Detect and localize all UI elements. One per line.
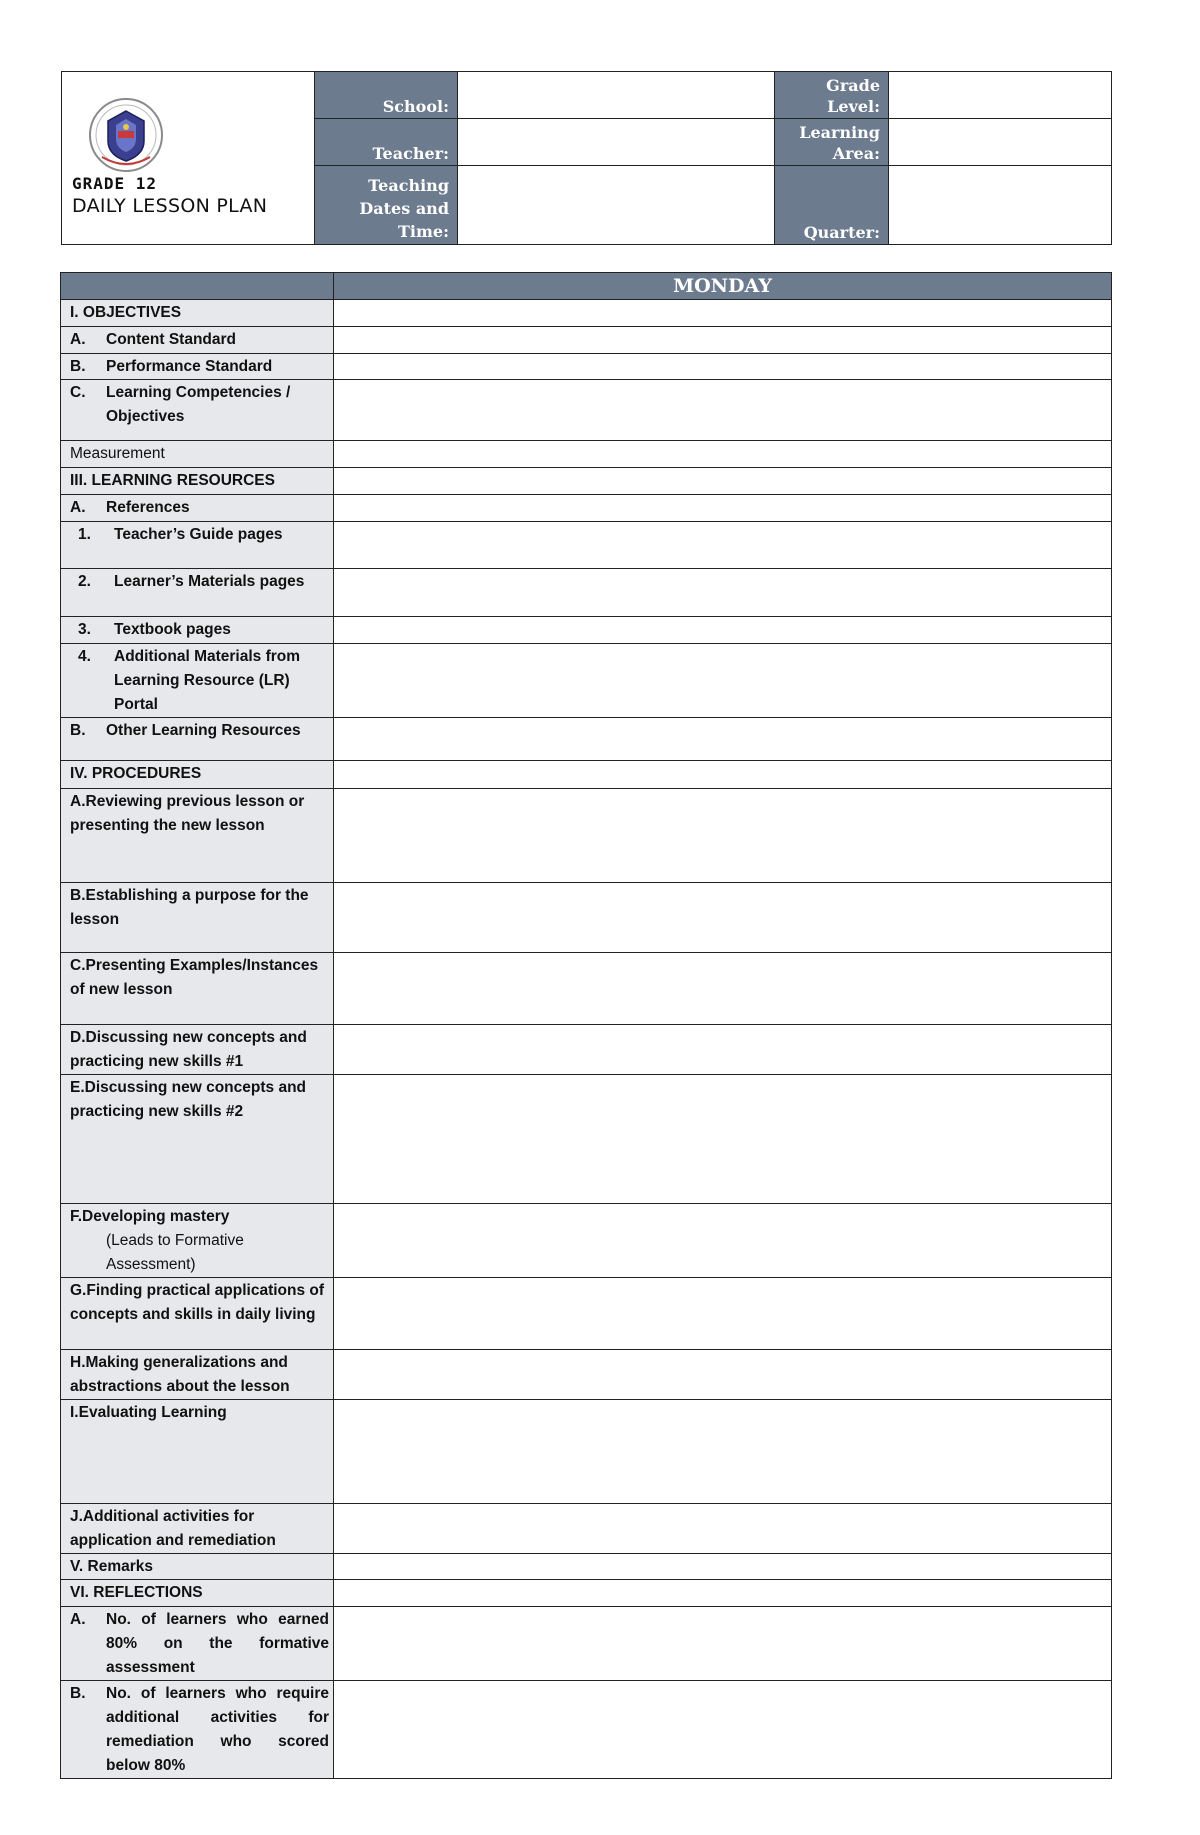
procedure-c-label: C.Presenting Examples/Instances of new lesson — [61, 953, 334, 1025]
teaching-dates-label: Teaching Dates and Time: — [315, 166, 458, 245]
procedure-d-label: D.Discussing new concepts and practicing new skills #1 — [61, 1025, 334, 1075]
references-text: References — [106, 499, 190, 516]
competencies-cell[interactable] — [334, 380, 1112, 441]
references-letter: A. — [70, 499, 86, 516]
procedure-d-cell[interactable] — [334, 1025, 1112, 1075]
textbook-pages-text: Textbook pages — [114, 621, 231, 638]
additional-materials-cell[interactable] — [334, 644, 1112, 718]
remarks-heading: V. Remarks — [61, 1554, 334, 1580]
reflection-b-label — [61, 1681, 334, 1779]
content-standard-cell[interactable] — [334, 327, 1112, 354]
day-header: MONDAY — [334, 273, 1112, 300]
procedure-i-cell[interactable] — [334, 1400, 1112, 1504]
teachers-guide-text: Teacher’s Guide pages — [114, 526, 283, 543]
learners-materials-text: Learner’s Materials pages — [114, 573, 305, 590]
performance-standard-text: Performance Standard — [106, 358, 273, 375]
procedure-c-cell[interactable] — [334, 953, 1112, 1025]
reflection-a-text: No. of learners who earned 80% on the formative assessment — [106, 1611, 329, 1676]
performance-standard-label — [61, 354, 334, 380]
procedure-i-label: I.Evaluating Learning — [61, 1400, 334, 1504]
lesson-plan-table — [60, 272, 1112, 1779]
procedure-b-cell[interactable] — [334, 883, 1112, 953]
header-table — [61, 71, 1112, 245]
competencies-label — [61, 380, 334, 441]
objectives-cell[interactable] — [334, 300, 1112, 327]
competencies-text: Learning Competencies / Objectives — [106, 384, 291, 425]
school-field[interactable] — [458, 72, 775, 119]
learners-materials-number: 2. — [78, 573, 91, 590]
reflections-cell[interactable] — [334, 1580, 1112, 1607]
competencies-letter: C. — [70, 384, 86, 401]
grade-label: GRADE 12 — [72, 174, 158, 193]
teacher-field[interactable] — [458, 119, 775, 166]
procedure-j-cell[interactable] — [334, 1504, 1112, 1554]
learning-resources-cell[interactable] — [334, 468, 1112, 495]
procedure-a-cell[interactable] — [334, 789, 1112, 883]
content-standard-letter: A. — [70, 331, 86, 348]
references-cell[interactable] — [334, 495, 1112, 522]
additional-materials-label — [61, 644, 334, 718]
teacher-label: Teacher: — [315, 119, 458, 166]
references-label — [61, 495, 334, 522]
procedure-g-label: G.Finding practical applications of concepts and skills in daily living — [61, 1278, 334, 1350]
remarks-cell[interactable] — [334, 1554, 1112, 1580]
learning-resources-heading: III. LEARNING RESOURCES — [61, 468, 334, 495]
reflection-b-cell[interactable] — [334, 1681, 1112, 1779]
school-label: School: — [315, 72, 458, 119]
objectives-heading: I. OBJECTIVES — [61, 300, 334, 327]
procedure-e-cell[interactable] — [334, 1075, 1112, 1204]
reflection-b-letter: B. — [70, 1685, 86, 1702]
procedure-f-text: F.Developing mastery — [70, 1208, 230, 1225]
other-resources-text: Other Learning Resources — [106, 722, 301, 739]
plan-title: DAILY LESSON PLAN — [72, 195, 268, 217]
grade-level-label: Grade Level: — [775, 72, 889, 119]
procedure-j-label: J.Additional activities for application and remediation — [61, 1504, 334, 1554]
procedure-f-label — [61, 1204, 334, 1278]
grade-level-field[interactable] — [889, 72, 1112, 119]
procedure-g-cell[interactable] — [334, 1278, 1112, 1350]
column-header-blank — [61, 273, 334, 300]
procedure-b-label: B.Establishing a purpose for the lesson — [61, 883, 334, 953]
content-standard-label — [61, 327, 334, 354]
quarter-label: Quarter: — [775, 166, 889, 245]
deped-seal-logo — [88, 97, 164, 173]
teachers-guide-cell[interactable] — [334, 522, 1112, 569]
other-resources-label — [61, 718, 334, 761]
measurement-label: Measurement — [61, 441, 334, 468]
logo-cell — [62, 72, 315, 245]
reflections-heading: VI. REFLECTIONS — [61, 1580, 334, 1607]
textbook-pages-number: 3. — [78, 621, 91, 638]
additional-materials-text: Additional Materials from Learning Resource (LR) Portal — [114, 648, 301, 713]
reflection-a-cell[interactable] — [334, 1607, 1112, 1681]
reflection-b-text: No. of learners who require additional activities for remediation who scored below 80% — [106, 1685, 329, 1774]
teaching-dates-field[interactable] — [458, 166, 775, 245]
learning-area-label: Learning Area: — [775, 119, 889, 166]
reflection-a-letter: A. — [70, 1611, 86, 1628]
procedure-f-subtext: (Leads to Formative Assessment) — [106, 1232, 244, 1273]
textbook-pages-cell[interactable] — [334, 617, 1112, 644]
procedure-e-label: E.Discussing new concepts and practicing new skills #2 — [61, 1075, 334, 1204]
measurement-cell[interactable] — [334, 441, 1112, 468]
procedure-a-label: A.Reviewing previous lesson or presenting the new lesson — [61, 789, 334, 883]
procedure-h-cell[interactable] — [334, 1350, 1112, 1400]
textbook-pages-label — [61, 617, 334, 644]
procedures-heading: IV. PROCEDURES — [61, 761, 334, 789]
procedures-cell[interactable] — [334, 761, 1112, 789]
performance-standard-letter: B. — [70, 358, 86, 375]
teachers-guide-number: 1. — [78, 526, 91, 543]
learners-materials-label — [61, 569, 334, 617]
teachers-guide-label — [61, 522, 334, 569]
other-resources-letter: B. — [70, 722, 86, 739]
procedure-h-label: H.Making generalizations and abstractions about the lesson — [61, 1350, 334, 1400]
learning-area-field[interactable] — [889, 119, 1112, 166]
reflection-a-label — [61, 1607, 334, 1681]
content-standard-text: Content Standard — [106, 331, 237, 348]
learners-materials-cell[interactable] — [334, 569, 1112, 617]
quarter-field[interactable] — [889, 166, 1112, 245]
performance-standard-cell[interactable] — [334, 354, 1112, 380]
additional-materials-number: 4. — [78, 648, 91, 665]
procedure-f-cell[interactable] — [334, 1204, 1112, 1278]
other-resources-cell[interactable] — [334, 718, 1112, 761]
